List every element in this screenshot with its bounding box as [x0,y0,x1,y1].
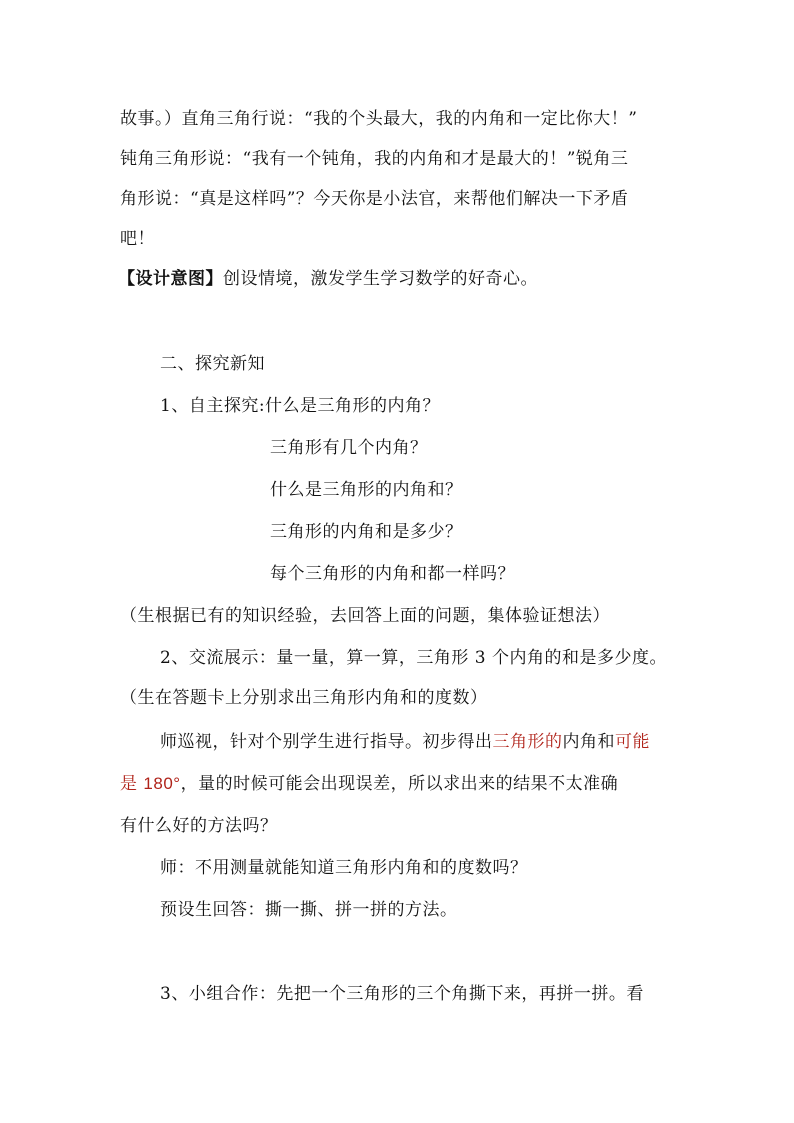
design-intent-text: 创设情境，激发学生学习数学的好奇心。 [223,269,538,289]
intro-line-4: 吧！ [120,229,155,249]
step3-lead: 3、小组合作：先把一个三角形的三个角撕下来，再拼一拼。看 [160,984,644,1004]
intro-line-1: 故事。）直角三角行说：“我的个头最大，我的内角和一定比你大！” [120,109,638,129]
step1-question-1: 三角形有几个内角？ [270,438,428,458]
student-note: （生根据已有的知识经验，去回答上面的问题，集体验证想法） [120,606,610,626]
teacher-guide-text-a: 师巡视，针对个别学生进行指导。初步得出 [160,732,493,752]
teacher-guide-text-error: ，量的时候可能会出现误差，所以求出来的结果不太准确 [180,774,619,794]
step2-note: （生在答题卡上分别求出三角形内角和的度数） [120,688,488,708]
step1-lead: 1、自主探究:什么是三角形的内角？ [160,396,441,416]
teacher-question: 师：不用测量就能知道三角形内角和的度数吗？ [160,858,528,878]
section-title: 二、探究新知 [160,354,265,374]
teacher-guide-emphasis-b: 三角形的 [492,732,563,752]
angle-value-180: 180° [143,774,181,793]
teacher-guide-emphasis-is: 是 [120,774,144,794]
step1-question-3: 三角形的内角和是多少？ [270,522,463,542]
teacher-guide-line-1 [160,731,650,753]
preset-answer: 预设生回答：撕一撕、拼一拼的方法。 [160,900,458,920]
design-intent-label: 【设计意图】 [118,269,223,289]
step1-question-2: 什么是三角形的内角和？ [270,480,463,500]
intro-line-3: 角形说：“真是这样吗”？今天你是小法官，来帮他们解决一下矛盾 [120,189,629,209]
teacher-guide-text-c: 内角和 [562,732,615,752]
step2-lead: 2、交流展示：量一量，算一算，三角形 3 个内角的和是多少度。 [160,648,667,668]
step1-question-4: 每个三角形的内角和都一样吗？ [270,564,515,584]
teacher-guide-line-3: 有什么好的方法吗？ [120,816,278,836]
intro-line-2: 钝角三角形说：“我有一个钝角，我的内角和才是最大的！”锐角三 [120,149,629,169]
design-intent [118,268,538,290]
teacher-guide-emphasis-d: 可能 [615,732,650,752]
teacher-guide-line-2 [120,773,618,795]
